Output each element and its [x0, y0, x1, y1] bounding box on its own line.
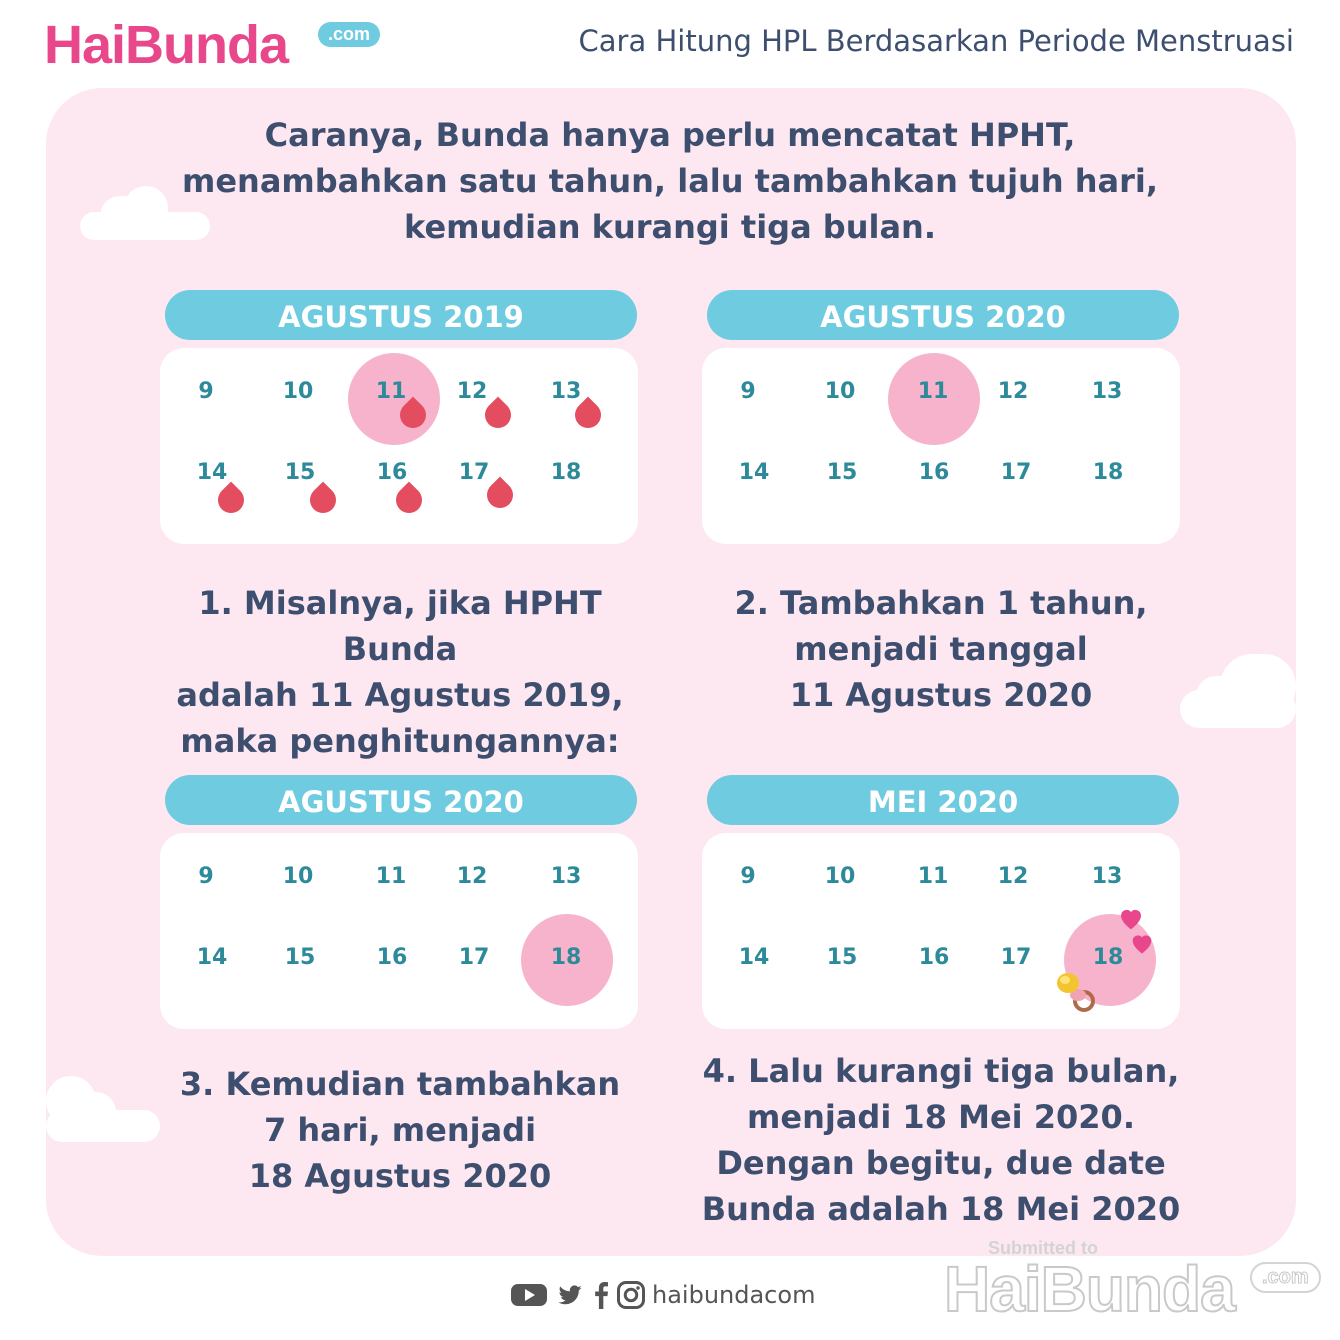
calendar-day: 12	[456, 864, 488, 889]
calendar-day: 15	[826, 945, 858, 970]
blood-drop-icon	[305, 482, 342, 519]
calendar-day: 15	[284, 945, 316, 970]
calendar-day: 10	[824, 864, 856, 889]
calendar-day: 12	[997, 864, 1029, 889]
step-line: 3. Kemudian tambahkan	[179, 1065, 621, 1103]
step-line: maka penghitungannya:	[180, 722, 620, 760]
calendar-day: 16	[918, 460, 950, 485]
pacifier-icon	[1052, 967, 1102, 1017]
intro-line: menambahkan satu tahun, lalu tambahkan tujuh hari,	[181, 162, 1159, 200]
calendar-day: 16	[918, 945, 950, 970]
calendar-day: 11	[375, 379, 407, 404]
calendar-day: 18	[550, 460, 582, 485]
calendar-day: 18	[1092, 460, 1124, 485]
calendar-day: 18	[550, 945, 582, 970]
watermark-submitted: Submitted to	[988, 1238, 1098, 1258]
page-title: Cara Hitung HPL Berdasarkan Periode Menstruasi	[578, 24, 1294, 58]
step-line: 1. Misalnya, jika HPHT Bunda	[198, 584, 602, 668]
haibunda-logo[interactable]: HaiBunda	[44, 15, 289, 75]
calendar-day: 11	[917, 864, 949, 889]
step-1-text	[140, 580, 660, 764]
calendar-day: 17	[1000, 460, 1032, 485]
social-footer	[510, 1280, 815, 1310]
step-line: adalah 11 Agustus 2019,	[176, 676, 624, 714]
calendar-day: 11	[917, 379, 949, 404]
calendar-day: 12	[997, 379, 1029, 404]
facebook-icon[interactable]	[592, 1281, 610, 1309]
calendar-day: 16	[376, 460, 408, 485]
step-line: menjadi 18 Mei 2020.	[747, 1098, 1135, 1136]
calendar-day: 15	[826, 460, 858, 485]
calendar-day: 10	[824, 379, 856, 404]
calendar-day: 11	[375, 864, 407, 889]
step-line: 11 Agustus 2020	[789, 676, 1093, 714]
step-3-text	[140, 1061, 660, 1199]
calendar-day: 16	[376, 945, 408, 970]
calendar-day: 14	[196, 945, 228, 970]
calendar-day: 13	[550, 379, 582, 404]
twitter-icon[interactable]	[554, 1281, 586, 1309]
heart-icon	[1128, 929, 1156, 957]
intro-line: Caranya, Bunda hanya perlu mencatat HPHT,	[264, 116, 1076, 154]
calendar-day: 17	[458, 945, 490, 970]
calendar-day: 12	[456, 379, 488, 404]
step-4-text	[681, 1048, 1201, 1232]
blood-drop-icon	[391, 482, 428, 519]
instagram-icon[interactable]	[616, 1280, 646, 1310]
calendar-day: 14	[196, 460, 228, 485]
calendar-day: 15	[284, 460, 316, 485]
watermark-logo: HaiBunda	[944, 1253, 1235, 1325]
step-line: 7 hari, menjadi	[263, 1111, 537, 1149]
calendar-day: 18	[1092, 945, 1124, 970]
intro-line: kemudian kurangi tiga bulan.	[404, 208, 936, 246]
intro-text	[160, 112, 1180, 250]
calendar-4-header: MEI 2020	[707, 775, 1179, 825]
calendar-day: 14	[738, 945, 770, 970]
calendar-3	[160, 833, 638, 1029]
calendar-2	[702, 348, 1180, 544]
calendar-day: 13	[1091, 379, 1123, 404]
calendar-day: 14	[738, 460, 770, 485]
step-2-text	[681, 580, 1201, 718]
calendar-1	[160, 348, 638, 544]
calendar-day: 9	[740, 864, 756, 889]
calendar-day: 10	[282, 864, 314, 889]
calendar-3-header: AGUSTUS 2020	[165, 775, 637, 825]
watermark-com: .com	[1250, 1262, 1321, 1293]
calendar-day: 9	[198, 379, 214, 404]
step-line: 2. Tambahkan 1 tahun,	[734, 584, 1148, 622]
youtube-icon[interactable]	[510, 1281, 548, 1309]
calendar-1-header: AGUSTUS 2019	[165, 290, 637, 340]
calendar-day: 17	[1000, 945, 1032, 970]
step-line: 4. Lalu kurangi tiga bulan,	[702, 1052, 1180, 1090]
step-line: Dengan begitu, due date	[716, 1144, 1166, 1182]
calendar-day: 9	[740, 379, 756, 404]
blood-drop-icon	[213, 482, 250, 519]
calendar-day: 13	[1091, 864, 1123, 889]
calendar-day: 17	[458, 460, 490, 485]
calendar-day: 9	[198, 864, 214, 889]
logo-com-badge: .com	[318, 22, 380, 47]
calendar-day: 10	[282, 379, 314, 404]
step-line: menjadi tanggal	[794, 630, 1088, 668]
calendar-day: 13	[550, 864, 582, 889]
social-handle[interactable]: haibundacom	[652, 1281, 816, 1309]
calendar-4	[702, 833, 1180, 1029]
calendar-2-header: AGUSTUS 2020	[707, 290, 1179, 340]
step-line: 18 Agustus 2020	[248, 1157, 552, 1195]
step-line: Bunda adalah 18 Mei 2020	[701, 1190, 1181, 1228]
